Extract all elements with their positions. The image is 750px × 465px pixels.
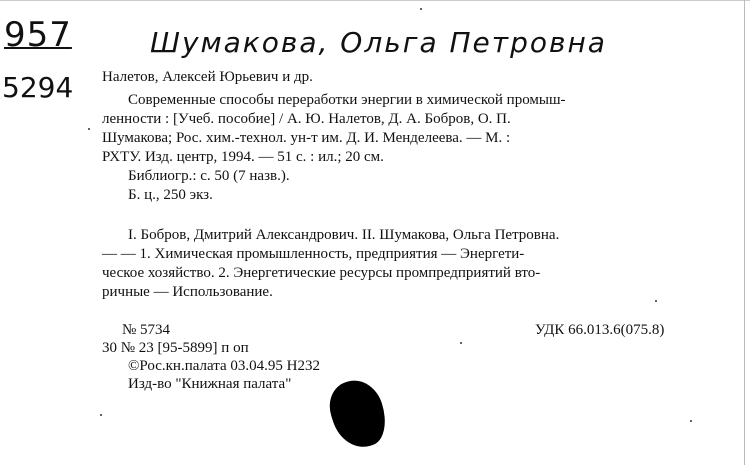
specks (100, 414, 102, 416)
tracings-line-3: ческое хозяйство. 2. Энергетические ресурсы промпредприятий вто- (102, 265, 541, 281)
card-edge-right (744, 0, 745, 465)
card-edge-top (0, 0, 750, 1)
title-line-4: РХТУ. Изд. центр, 1994. — 51 с. : ил.; 20 см. (102, 149, 384, 165)
specks (88, 128, 90, 130)
specks (655, 300, 657, 302)
order-line: 30 № 23 [95-5899] п оп (102, 340, 249, 356)
record-number: № 5734 (122, 322, 171, 338)
title-line-3: Шумакова; Рос. хим.-технол. ун-т им. Д. И. Менделеева. — М. : (102, 130, 511, 146)
bibliography-note: Библиогр.: с. 50 (7 назв.). (128, 168, 290, 184)
specks (420, 8, 422, 10)
copyright-line: ©Рос.кн.палата 03.04.95 Н232 (128, 358, 321, 374)
ink-blot (323, 374, 393, 455)
title-line-1: Современные способы переработки энергии в химической промыш- (128, 92, 566, 108)
author-heading: Налетов, Алексей Юрьевич и др. (102, 69, 313, 85)
specks (460, 342, 462, 344)
handwritten-heading: Шумакова, Ольга Петровна (150, 26, 607, 59)
tracings-line-1: I. Бобров, Дмитрий Александрович. II. Шумакова, Ольга Петровна. (128, 227, 560, 243)
udc-code: УДК 66.013.6(075.8) (535, 322, 665, 338)
publisher-line: Изд-во "Книжная палата" (128, 376, 292, 392)
tracings-line-4: ричные — Использование. (102, 284, 273, 300)
title-line-2: ленности : [Учеб. пособие] / А. Ю. Налетов, Д. А. Бобров, О. П. (102, 111, 511, 127)
tracings-line-2: — — 1. Химическая промышленность, предприятия — Энергети- (102, 246, 525, 262)
price-note: Б. ц., 250 экз. (128, 187, 213, 203)
shelf-mark-line1: 957 (4, 15, 72, 55)
specks (690, 420, 692, 422)
shelf-mark-line2: 5294 (2, 71, 74, 104)
